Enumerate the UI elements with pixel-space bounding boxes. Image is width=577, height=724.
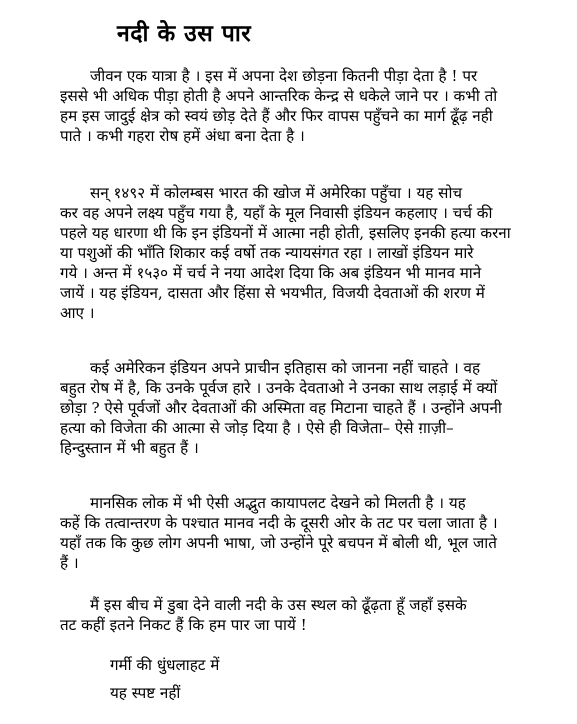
text-line: मानसिक लोक में भी ऐसी अद्भुत कायापलट देखने को मिलती है । यह [90, 494, 466, 512]
verse-line: गर्मी की धुंधलाहट में [110, 656, 220, 674]
text-line: यहाँ तक कि कुछ लोग अपनी भाषा, जो उन्होंने पूरे बचपन में बोली थी, भूल जाते [60, 534, 497, 552]
text-line: हत्या को विजेता की आत्मा से जोड़ दिया है । ऐसे ही विजेता– ऐसे ग़ाज़ी– [60, 419, 454, 437]
text-line: या पशुओं की भाँति शिकार कई वर्षो तक न्यायसंगत रहा । लाखों इंडियन मारे [60, 244, 474, 262]
verse-line: यह स्पष्ट नहीं [110, 684, 181, 702]
text-line: बहुत रोष में है, कि उनके पूर्वज हारे । उनके देवताओ ने उनका साथ लड़ाई में क्यों [60, 379, 498, 397]
text-line: कहें कि तत्वान्तरण के पश्चात मानव नदी के दूसरी ओर के तट पर चला जाता है । [60, 514, 498, 532]
text-line: मैं इस बीच में डुबा देने वाली नदी के उस स्थल को ढूँढ़ता हूँ जहाँ इसके [90, 596, 467, 614]
text-line: गये । अन्त में १५३० में चर्च ने नया आदेश दिया कि अब इंडियन भी मानव माने [60, 264, 482, 282]
text-line: जायें । यह इंडियन, दासता और हिंसा से भयभीत, विजयी देवताओं की शरण में [60, 284, 485, 302]
text-line: कई अमेरिकन इंडियन अपने प्राचीन इतिहास को जानना नहीं चाहते । वह [90, 359, 481, 377]
text-line: छोड़ा ? ऐसे पूर्वजों और देवताओं की अस्मिता वह मिटाना चाहते हैं । उन्होंने अपनी [60, 399, 502, 417]
text-line: तट कहीं इतने निकट हैं कि हम पार जा पायें ! [60, 616, 307, 634]
text-line: हैं । [60, 554, 79, 572]
text-line: पहले यह धारणा थी कि इन इंडियनों में आत्मा नही होती, इसलिए इनकी हत्या करना [60, 224, 511, 242]
text-line: पाते । कभी गहरा रोष हमें अंधा बना देता है । [60, 127, 305, 145]
text-line: कर वह अपने लक्ष्य पहुँच गया है, यहाँ के मूल निवासी इंडियन कहलाए । चर्च की [60, 204, 493, 222]
text-line: इससे भी अधिक पीड़ा होती है अपने आन्तरिक केन्द्र से धकेले जाने पर । कभी तो [60, 87, 498, 105]
text-line: हम इस जादुई क्षेत्र को स्वयं छोड़ देते हैं और फिर वापस पहुँचने का मार्ग ढूँढ़ नही [60, 107, 493, 125]
text-line: हिन्दुस्तान में भी बहुत हैं । [60, 439, 199, 457]
text-line: सन् १४९२ में कोलम्बस भारत की खोज में अमेरिका पहुँचा । यह सोच [90, 184, 463, 202]
text-line: जीवन एक यात्रा है । इस में अपना देश छोड़ना कितनी पीड़ा देता है ! पर [90, 67, 478, 85]
text-line: आए । [60, 304, 95, 322]
page-title: नदी के उस पार [117, 20, 252, 47]
